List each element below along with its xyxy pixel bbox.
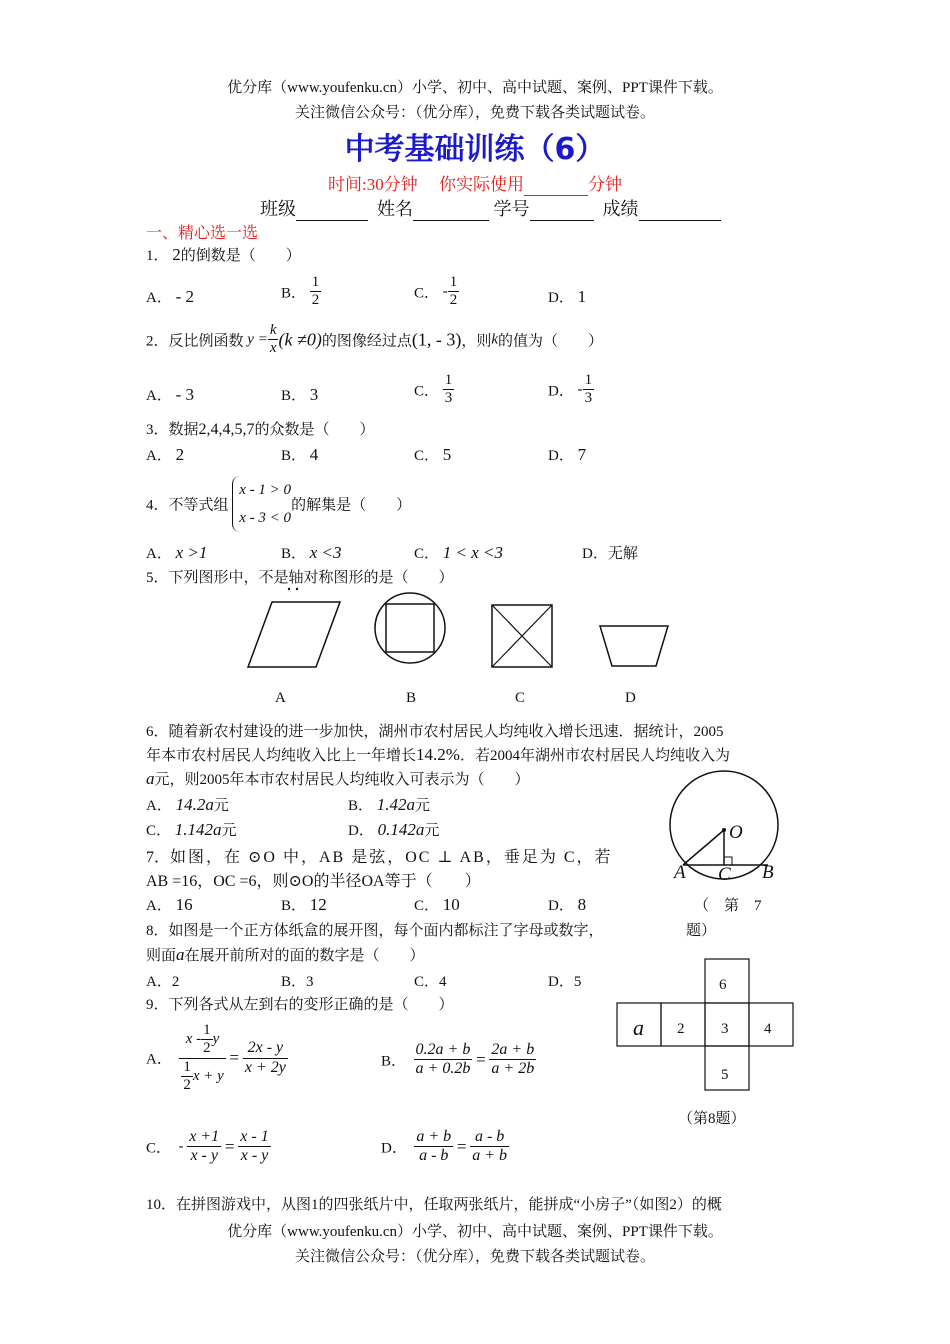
q5-label-b[interactable]: B	[406, 690, 417, 706]
q8-option-d[interactable]: D．5	[548, 974, 582, 990]
header-line-2: 关注微信公众号：（优分库），免费下载各类试题试卷。	[294, 105, 655, 121]
q6-option-c[interactable]: C． 1.142a元	[146, 820, 237, 839]
q3-option-b[interactable]: B． 4	[281, 445, 319, 464]
q1-option-a[interactable]: A． - 2	[146, 287, 195, 306]
q1-b-frac: $\frac{1}{2}$	[311, 274, 320, 309]
q1-text: 的倒数是（ ）	[180, 248, 301, 264]
q8-option-a[interactable]: A．2	[146, 974, 180, 990]
q8-caption: （第8题）	[678, 1111, 746, 1127]
q5-label-c[interactable]: C	[515, 690, 526, 706]
q3-option-a[interactable]: A． 2	[146, 445, 185, 464]
q7-option-d[interactable]: D． 8	[548, 895, 587, 914]
score-label: 成绩	[602, 199, 639, 219]
q1-stem	[146, 244, 301, 265]
net-face-3: 3	[721, 1021, 729, 1037]
q9-option-d[interactable]: D． $\frac{a + b}{a - b}$ = $\frac{a - b}{a + b}$	[381, 1128, 508, 1165]
q1-option-d[interactable]: D． 1	[548, 287, 587, 306]
section-heading: 一、精心选一选	[146, 225, 259, 242]
net-face-a: a	[633, 1015, 644, 1040]
id-blank[interactable]	[530, 199, 594, 221]
footer-line-1: 优分库（www.youfenku.cn）小学、初中、高中试题、案例、PPT课件下载。	[227, 1224, 723, 1240]
q7-option-a[interactable]: A． 16	[146, 895, 193, 914]
q7-label-c: C	[718, 864, 731, 885]
q2-option-c[interactable]: C． $\frac{1}{3}$	[414, 372, 453, 407]
q7-caption-1: （ 第 7	[694, 898, 762, 914]
q1-number: 1．	[146, 248, 169, 264]
q4-option-d[interactable]: D．无解	[582, 546, 638, 562]
name-label: 姓名	[377, 199, 413, 219]
q8-options	[146, 970, 666, 994]
q2-stem: 2．反比例函数 y = $\frac{k}{x}$ (k ≠0)的图像经过点(1, - 3)，则k的值为（ ）	[146, 322, 604, 357]
time-suffix: 分钟	[587, 175, 622, 194]
footer-line-2: 关注微信公众号：（优分库），免费下载各类试题试卷。	[294, 1249, 655, 1265]
q7-line-2: AB =16，OC =6，则⊙O的半径OA等于（ ）	[146, 873, 481, 890]
trapezoid-figure	[600, 626, 668, 666]
q10-stem: 10．在拼图游戏中，从图1的四张纸片中，任取两张纸片，能拼成“小房子”（如图2）的概	[146, 1197, 722, 1213]
time-blank[interactable]	[524, 175, 588, 196]
q3-option-c[interactable]: C． 5	[414, 445, 452, 464]
q4-stem: 4．不等式组 x - 1 > 0 x - 3 < 0 的解集是（ ）	[146, 476, 411, 532]
q7-label-b: B	[762, 862, 774, 883]
q9-option-a[interactable]: A． x - $\frac{1}{2}$ y $\frac{1}{2}$ x + y = $\frac{2x - y}{x + 2y}$	[146, 1022, 286, 1093]
q8-line-2: 则面a在展开前所对的面的数字是（ ）	[146, 945, 425, 964]
q5-figures	[240, 584, 680, 674]
q3-stem: 3．数据2,4,4,5,7的众数是（ ）	[146, 421, 375, 438]
q7-option-b[interactable]: B． 12	[281, 895, 327, 914]
header-line-1: 优分库（www.youfenku.cn）小学、初中、高中试题、案例、PPT课件下载。	[227, 80, 723, 96]
q4-option-c[interactable]: C． 1 < x <3	[414, 543, 504, 562]
net-face-4: 4	[764, 1021, 772, 1037]
class-blank[interactable]	[296, 199, 368, 221]
q2-frac: $\frac{k}{x}$	[269, 322, 277, 357]
q4-option-b[interactable]: B． x <3	[281, 543, 342, 562]
q6-option-b[interactable]: B． 1.42a元	[348, 795, 431, 814]
q8-option-c[interactable]: C．4	[414, 974, 447, 990]
q6-option-a[interactable]: A． 14.2a元	[146, 795, 229, 814]
q1-option-c[interactable]: C． - $\frac{1}{2}$	[414, 274, 458, 309]
q7-option-c[interactable]: C． 10	[414, 895, 460, 914]
q8-line-1: 8．如图是一个正方体纸盒的展开图，每个面内都标注了字母或数字，	[146, 923, 604, 939]
time-prefix: 时间:30分钟	[328, 175, 418, 194]
q2-option-d[interactable]: D． - $\frac{1}{3}$	[548, 372, 593, 407]
net-face-2: 2	[677, 1021, 685, 1037]
page-title: 中考基础训练（6）	[344, 132, 606, 167]
q7-label-a: A	[674, 862, 686, 883]
time-mid: 你实际使用	[438, 175, 524, 194]
q1-option-b[interactable]: B． $\frac{1}{2}$	[281, 274, 320, 309]
score-blank[interactable]	[639, 199, 721, 221]
q1-c-frac: $\frac{1}{2}$	[449, 274, 458, 309]
q2-option-a[interactable]: A． - 3	[146, 385, 195, 404]
q6-line-1: 6．随着新农村建设的进一步加快，湖州市农村居民人均纯收入增长迅速．据统计，2005	[146, 724, 724, 740]
class-label: 班级	[260, 199, 296, 219]
net-face-top: 6	[719, 977, 727, 993]
q5-label-d[interactable]: D	[625, 690, 636, 706]
q3-options	[146, 444, 746, 468]
q1-expr: 2	[172, 245, 181, 264]
q8-option-b[interactable]: B．3	[281, 974, 314, 990]
q7-label-o: O	[729, 822, 743, 843]
time-line	[0, 170, 950, 196]
q7-line-1: 7．如图，在 ⊙O 中，AB 是弦，OC ⊥ AB，垂足为 C，若	[146, 849, 613, 866]
q9-stem: 9．下列各式从左到右的变形正确的是（ ）	[146, 997, 454, 1013]
q6-line-2: 年本市农村居民人均纯收入比上一年增长14.2%．若2004年湖州市农村居民人均纯收入为	[146, 745, 730, 764]
q5-label-a[interactable]: A	[275, 690, 286, 706]
q4-system: x - 1 > 0 x - 3 < 0	[232, 476, 291, 532]
q4-options	[146, 542, 746, 566]
q9-option-c[interactable]: C． - $\frac{x +1}{x - y}$ = $\frac{x - 1}{x - y}$	[146, 1128, 269, 1165]
name-blank[interactable]	[413, 199, 489, 221]
q5-stem: 5．下列图形中，不是轴对称图形的是（ ）	[146, 570, 454, 586]
q2-option-b[interactable]: B． 3	[281, 385, 319, 404]
q4-option-a[interactable]: A． x >1	[146, 543, 208, 562]
q9-option-b[interactable]: B． $\frac{0.2a + b}{a + 0.2b}$ = $\frac{2a + b}{a + 2b}$	[381, 1041, 535, 1078]
q6-option-d[interactable]: D． 0.142a元	[348, 820, 440, 839]
q3-option-d[interactable]: D． 7	[548, 445, 587, 464]
net-face-bottom: 5	[721, 1067, 729, 1083]
parallelogram-figure	[248, 602, 340, 667]
q7-options	[146, 894, 666, 918]
id-label: 学号	[493, 199, 530, 219]
student-info	[260, 195, 721, 221]
q6-line-3: a元，则2005年本市农村居民人均纯收入可表示为（ ）	[146, 769, 530, 788]
q7-caption-2: 题）	[686, 923, 717, 939]
